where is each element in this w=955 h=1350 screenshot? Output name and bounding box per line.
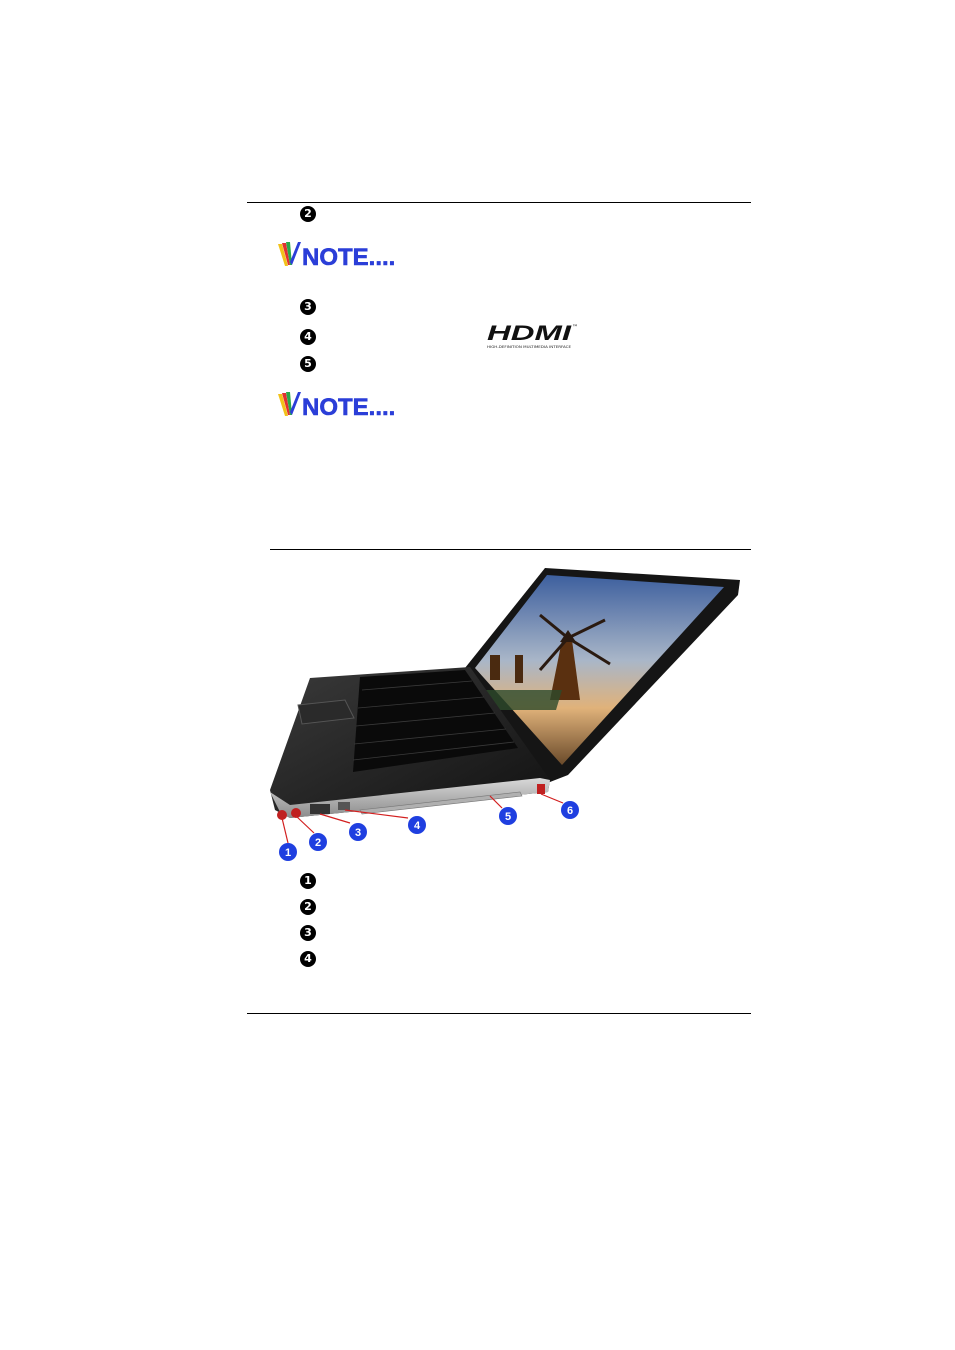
laptop-side-view-figure: [250, 560, 750, 870]
note-label: NOTE....: [302, 394, 396, 420]
svg-text:2: 2: [314, 837, 322, 849]
callout-1: [279, 843, 297, 861]
bullet-2-top: 2: [300, 206, 316, 222]
bullet-3-top: 3: [300, 299, 316, 315]
svg-text:5: 5: [504, 811, 512, 823]
callout-4: [408, 816, 426, 834]
note-label: NOTE....: [302, 244, 396, 270]
note-icon: [275, 388, 405, 420]
hdmi-tm: ™: [572, 324, 578, 331]
svg-text:4: 4: [413, 820, 421, 832]
svg-text:6: 6: [566, 805, 574, 817]
hdmi-logo-text: HDMI: [487, 322, 573, 345]
bullet-4-top: 4: [300, 329, 316, 345]
section-rule: [270, 549, 751, 550]
svg-text:3: 3: [354, 827, 362, 839]
note-heading-1: [275, 238, 405, 270]
bullet-5-top: 5: [300, 356, 316, 372]
bottom-rule: [247, 1013, 751, 1014]
svg-text:1: 1: [284, 847, 292, 859]
callout-2: [309, 833, 327, 851]
hdmi-logo: [486, 322, 581, 350]
note-icon: [275, 238, 405, 270]
bullet-4-bottom: 4: [300, 951, 316, 967]
bullet-1-bottom: 1: [300, 873, 316, 889]
bullet-2-bottom: 2: [300, 899, 316, 915]
bullet-3-bottom: 3: [300, 925, 316, 941]
top-rule: [247, 202, 751, 203]
callout-3: [349, 823, 367, 841]
callout-6: [561, 801, 579, 819]
hdmi-tagline: HIGH-DEFINITION MULTIMEDIA INTERFACE: [487, 345, 571, 349]
note-heading-2: [275, 388, 405, 420]
callout-5: [499, 807, 517, 825]
